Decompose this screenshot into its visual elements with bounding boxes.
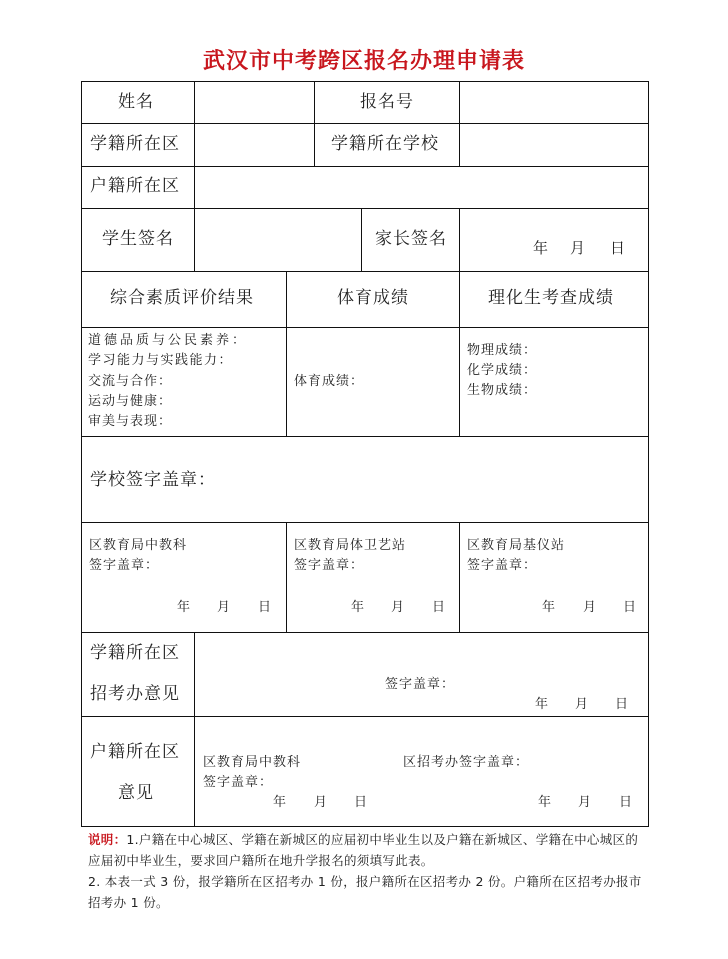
quality-item-communication: 交流与合作：: [88, 374, 173, 389]
edu-bureau-equipment-label: 区教育局基仪站: [467, 538, 566, 553]
col-divider: [314, 81, 315, 166]
date-month: 月: [391, 600, 406, 615]
parent-signature-label: 家长签名: [375, 229, 447, 249]
edu-bureau-pe-label: 区教育局体卫艺站: [294, 538, 407, 553]
table-border-bottom: [81, 826, 649, 827]
date-month: 月: [314, 795, 329, 810]
row-divider: [81, 522, 649, 523]
col-divider: [459, 81, 460, 166]
table-border-right: [648, 81, 649, 827]
notes-text-2: 2. 本表一式 3 份，报学籍所在区招考办 1 份，报户籍所在区招考办 2 份。户籍所在区招考办报市招考办 1 份。: [88, 874, 642, 910]
date-month: 月: [575, 697, 590, 712]
edu-bureau-equipment-sign: 签字盖章：: [467, 558, 538, 573]
date-day: 日: [623, 600, 638, 615]
col-divider: [286, 271, 287, 436]
date-day: 日: [615, 697, 630, 712]
name-label: 姓名: [118, 92, 154, 112]
quality-item-health: 运动与健康：: [88, 394, 173, 409]
date-day: 日: [354, 795, 369, 810]
date-month: 月: [578, 795, 593, 810]
pe-score-header: 体育成绩: [337, 288, 409, 308]
edu-bureau-secondary-sign: 签字盖章：: [89, 558, 160, 573]
row-divider: [81, 632, 649, 633]
regno-field[interactable]: [461, 83, 647, 122]
notes: [88, 829, 648, 913]
col-divider: [194, 208, 195, 271]
col-divider: [194, 632, 195, 826]
date-day: 日: [258, 600, 273, 615]
hukou-exam-office-sign: 区招考办签字盖章：: [403, 755, 530, 770]
school-district-field[interactable]: [196, 125, 313, 165]
row-divider: [81, 436, 649, 437]
hukou-district-opinion-label-2: 意见: [118, 783, 154, 803]
date-month: 月: [570, 239, 587, 257]
row-divider: [81, 208, 649, 209]
row-divider: [81, 716, 649, 717]
notes-text-1: 1.户籍在中心城区、学籍在新城区的应届初中毕业生以及户籍在新城区、学籍在中心城区的应届初中毕业生，要求回户籍所在地升学报名的须填写此表。: [88, 832, 639, 868]
date-year: 年: [538, 795, 553, 810]
chemistry-score-line: 化学成绩：: [467, 363, 538, 378]
date-month: 月: [217, 600, 232, 615]
col-divider: [286, 522, 287, 632]
quality-evaluation-header: 综合素质评价结果: [110, 288, 254, 308]
date-year: 年: [542, 600, 557, 615]
date-year: 年: [351, 600, 366, 615]
edu-bureau-secondary-label: 区教育局中教科: [89, 538, 188, 553]
name-field[interactable]: [196, 83, 313, 122]
student-signature-label: 学生签名: [102, 229, 174, 249]
student-signature-field[interactable]: [196, 210, 360, 270]
date-year: 年: [533, 239, 550, 257]
row-divider: [81, 271, 649, 272]
date-day: 日: [610, 239, 627, 257]
notes-label: 说明：: [88, 832, 127, 847]
science-score-header: 理化生考查成绩: [488, 288, 614, 308]
date-year: 年: [273, 795, 288, 810]
pe-score-line: 体育成绩：: [294, 374, 365, 389]
quality-item-learning: 学习能力与实践能力：: [88, 353, 234, 368]
page-title: 武汉市中考跨区报名办理申请表: [202, 48, 525, 74]
physics-score-line: 物理成绩：: [467, 343, 538, 358]
col-divider: [459, 208, 460, 271]
quality-item-aesthetics: 审美与表现：: [88, 414, 173, 429]
school-district-label: 学籍所在区: [90, 134, 180, 154]
school-district-exam-office-label-2: 招考办意见: [90, 684, 180, 704]
hukou-district-label: 户籍所在区: [90, 176, 180, 196]
row-divider: [81, 327, 649, 328]
school-field[interactable]: [461, 125, 647, 165]
table-border-left: [81, 81, 82, 827]
date-day: 日: [619, 795, 634, 810]
school-label: 学籍所在学校: [331, 134, 439, 154]
date-year: 年: [177, 600, 192, 615]
exam-office-sign: 签字盖章：: [385, 677, 456, 692]
table-border-top: [81, 81, 649, 82]
col-divider: [194, 81, 195, 208]
date-month: 月: [583, 600, 598, 615]
hukou-edu-bureau-label: 区教育局中教科: [203, 755, 302, 770]
date-year: 年: [535, 697, 550, 712]
col-divider: [361, 208, 362, 271]
biology-score-line: 生物成绩：: [467, 383, 538, 398]
quality-item-morality: 道德品质与公民素养：: [88, 333, 249, 348]
row-divider: [81, 123, 649, 124]
col-divider: [459, 271, 460, 436]
row-divider: [81, 166, 649, 167]
col-divider: [459, 522, 460, 632]
school-seal-label: 学校签字盖章：: [90, 470, 216, 490]
hukou-edu-bureau-sign: 签字盖章：: [203, 775, 274, 790]
hukou-district-field[interactable]: [196, 168, 647, 207]
edu-bureau-pe-sign: 签字盖章：: [294, 558, 365, 573]
school-district-exam-office-label: 学籍所在区: [90, 643, 180, 663]
hukou-district-opinion-label: 户籍所在区: [90, 742, 180, 762]
regno-label: 报名号: [360, 92, 414, 112]
date-day: 日: [432, 600, 447, 615]
